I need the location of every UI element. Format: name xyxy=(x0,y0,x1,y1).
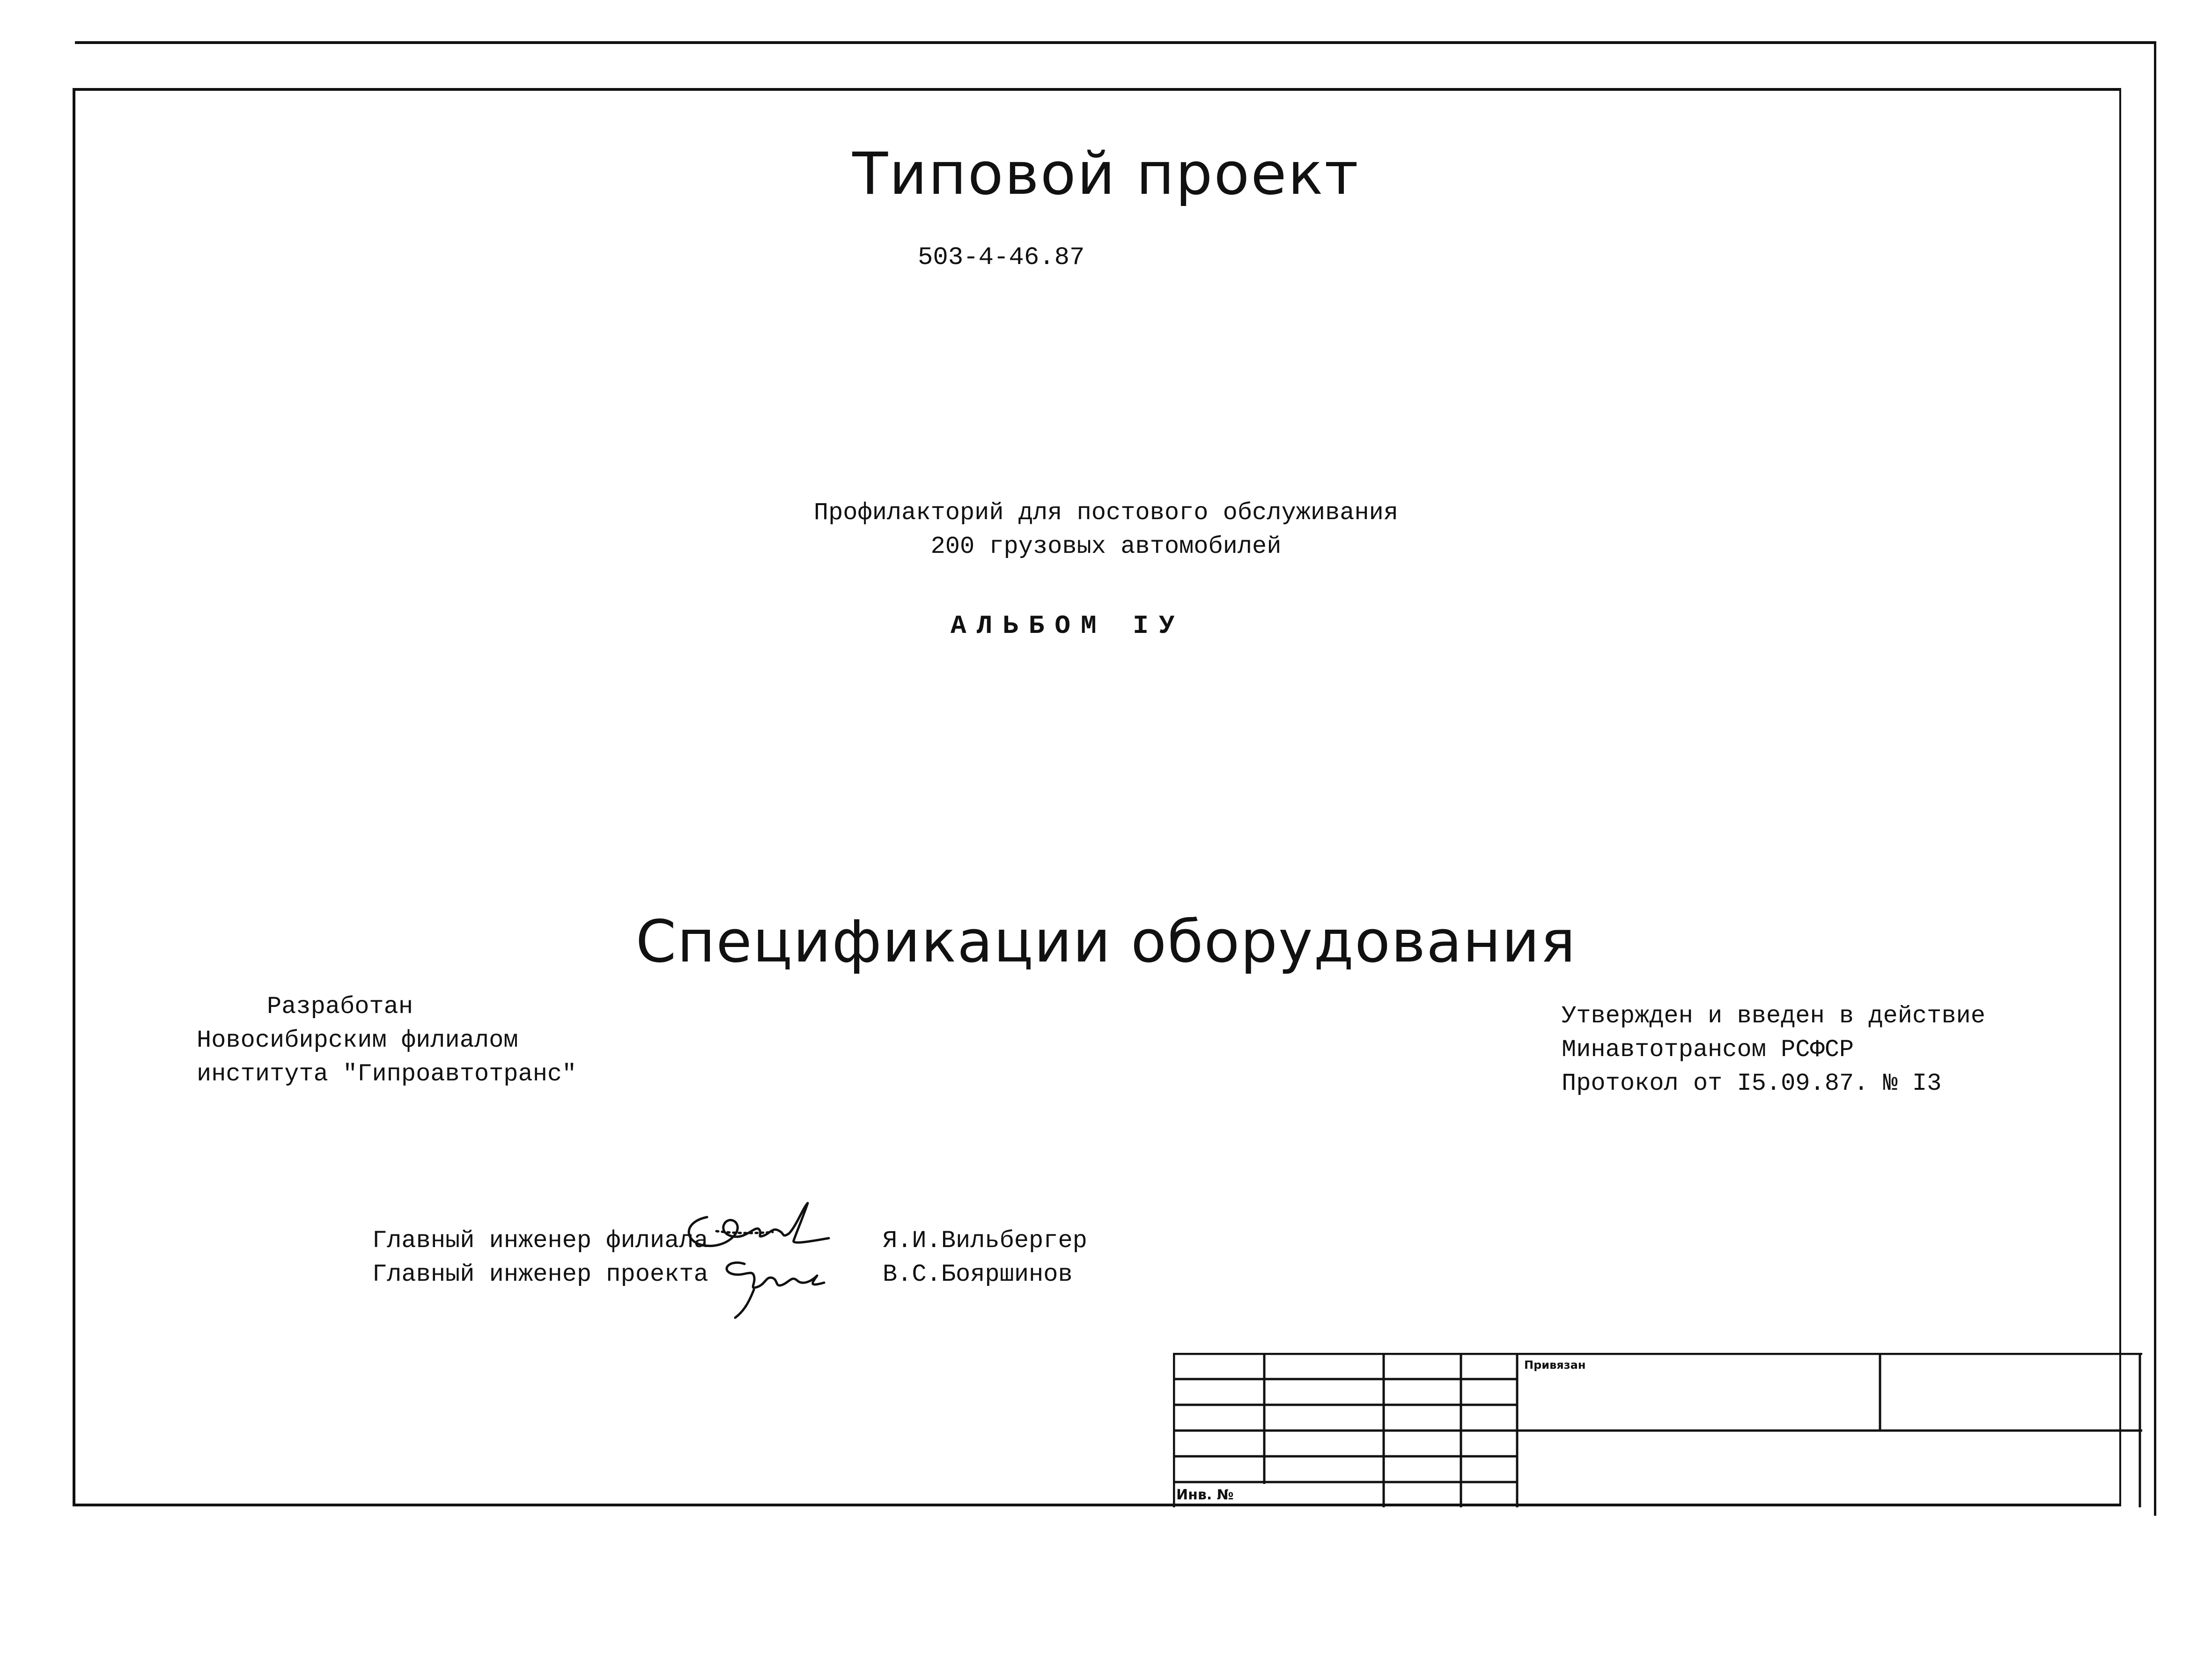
approval-line-2: Минавтотрансом РСФСР xyxy=(1562,1036,1854,1064)
signatory-roles xyxy=(372,1224,708,1292)
frame-right-line xyxy=(2154,41,2156,1516)
stamp-inventory-label: Инв. № xyxy=(1176,1487,1234,1503)
developer-line-2: Новосибирским филиалом xyxy=(197,1027,518,1054)
project-subject xyxy=(0,496,2212,564)
signatory-name-2: В.С.Бояршинов xyxy=(883,1261,1073,1288)
subject-line-2: 200 грузовых автомобилей xyxy=(930,533,1282,560)
signatory-name-1: Я.И.Вильбергер xyxy=(883,1227,1087,1255)
developer-line-3: института "Гипроавтотранс" xyxy=(197,1060,577,1088)
title-block-stamp xyxy=(1173,1353,2142,1507)
developer-block xyxy=(197,990,576,1091)
handwritten-signatures xyxy=(674,1189,890,1339)
stamp-attached-label: Привязан xyxy=(1524,1358,1586,1372)
document-title: Типовой проект xyxy=(852,140,1360,208)
subject-line-1: Профилакторий для постового обслуживания xyxy=(813,499,1399,527)
signatory-role-2: Главный инженер проекта xyxy=(372,1261,708,1288)
album-label: АЛЬБОМ IУ xyxy=(951,611,1185,641)
developer-line-1: Разработан xyxy=(267,993,413,1020)
signature-1 xyxy=(689,1203,829,1246)
approval-line-1: Утвержден и введен в действие xyxy=(1562,1002,1985,1030)
approval-line-3: Протокол от I5.09.87. № I3 xyxy=(1562,1070,1942,1097)
approval-block xyxy=(1562,999,1985,1101)
signatory-names xyxy=(883,1224,1087,1292)
signatory-role-1: Главный инженер филиала xyxy=(372,1227,708,1255)
frame-top-line xyxy=(75,41,2156,44)
drawing-frame xyxy=(73,88,2121,1506)
section-title: Спецификации оборудования xyxy=(635,908,1577,976)
signature-2 xyxy=(727,1263,824,1288)
project-code: 503-4-46.87 xyxy=(918,243,1085,272)
